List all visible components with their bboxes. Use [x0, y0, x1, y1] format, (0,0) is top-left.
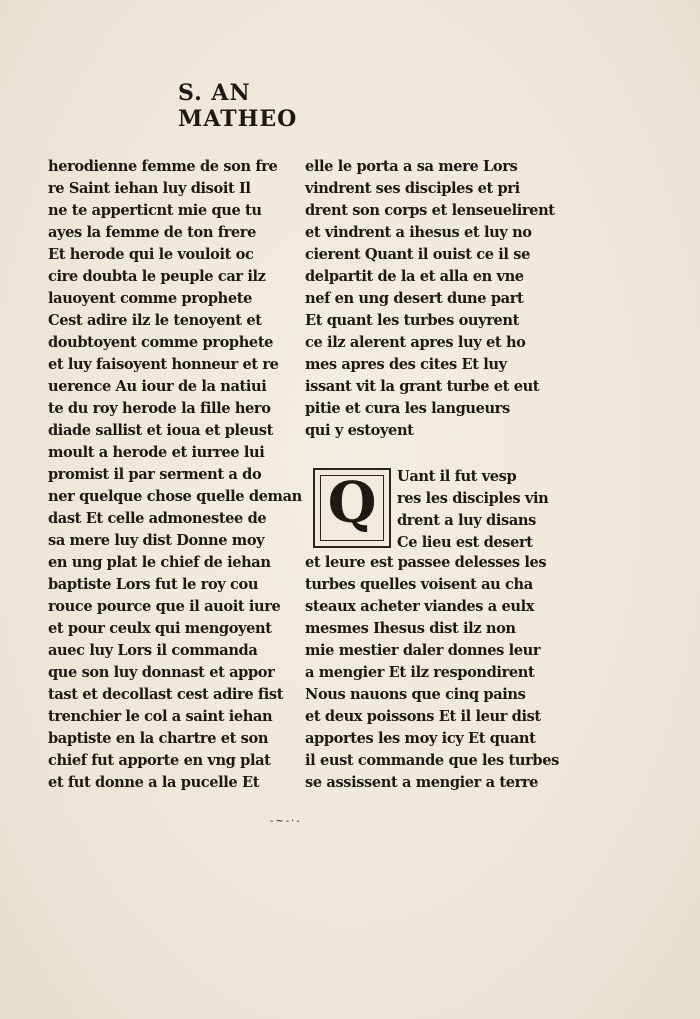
text-line: promist il par serment a do — [48, 466, 262, 483]
text-line: ne te apperticnt mie que tu — [48, 202, 262, 219]
text-line: moult a herode et iurree lui — [48, 444, 265, 461]
left-column — [48, 156, 302, 794]
text-line: et deux poissons Et il leur dist — [305, 708, 541, 725]
text-line: lauoyent comme prophete — [48, 290, 252, 307]
text-line: baptiste Lors fut le roy cou — [48, 576, 259, 593]
text-line: drent a luy disans — [397, 512, 536, 529]
text-line: Et herode qui le vouloit oc — [48, 246, 254, 263]
text-line: turbes quelles voisent au cha — [305, 576, 533, 593]
right-column — [305, 156, 559, 794]
text-line: res les disciples vin — [397, 490, 549, 507]
text-line: Ce lieu est desert — [397, 534, 533, 551]
text-line: baptiste en la chartre et son — [48, 730, 269, 747]
text-line: diade sallist et ioua et pleust — [48, 422, 273, 439]
text-line: re Saint iehan luy disoit Il — [48, 180, 251, 197]
text-line: ayes la femme de ton frere — [48, 224, 256, 241]
text-line: Cest adire ilz le tenoyent et — [48, 312, 262, 329]
text-line: trenchier le col a saint iehan — [48, 708, 273, 725]
text-line: Nous nauons que cinq pains — [305, 686, 526, 703]
text-line: elle le porta a sa mere Lors — [305, 158, 518, 175]
text-line: qui y estoyent — [305, 422, 414, 439]
text-line: chief fut apporte en vng plat — [48, 752, 271, 769]
text-line: issant vit la grant turbe et eut — [305, 378, 540, 395]
right-column-top — [305, 156, 555, 442]
text-line: que son luy donnast et appor — [48, 664, 275, 681]
text-line: herodienne femme de son fre — [48, 158, 278, 175]
text-line: a mengier Et ilz respondirent — [305, 664, 535, 681]
initial-block — [305, 464, 549, 552]
text-line: et pour ceulx qui mengoyent — [48, 620, 272, 637]
text-line: se assissent a mengier a terre — [305, 774, 539, 791]
footer-mark: -~-·- — [270, 816, 302, 827]
text-line: doubtoyent comme prophete — [48, 334, 274, 351]
text-line: vindrent ses disciples et pri — [305, 180, 520, 197]
right-column-bottom — [305, 552, 559, 794]
text-line: mesmes Ihesus dist ilz non — [305, 620, 516, 637]
text-line: pitie et cura les langueurs — [305, 400, 510, 417]
text-line: et luy faisoyent honneur et re — [48, 356, 279, 373]
text-line: il eust commande que les turbes — [305, 752, 559, 769]
text-line: et fut donne a la pucelle Et — [48, 774, 260, 791]
text-line: drent son corps et lenseuelirent — [305, 202, 555, 219]
text-line: cire doubta le peuple car ilz — [48, 268, 266, 285]
text-line: ner quelque chose quelle deman — [48, 488, 302, 505]
decorated-initial — [313, 468, 391, 548]
text-line: delpartit de la et alla en vne — [305, 268, 524, 285]
text-line: en ung plat le chief de iehan — [48, 554, 271, 571]
text-line: apportes les moy icy Et quant — [305, 730, 536, 747]
initial-letter: Q — [327, 470, 377, 536]
text-line: Uant il fut vesp — [397, 468, 517, 485]
text-line: sa mere luy dist Donne moy — [48, 532, 265, 549]
text-line: te du roy herode la fille hero — [48, 400, 271, 417]
text-line: mes apres des cites Et luy — [305, 356, 507, 373]
text-line: mie mestier daler donnes leur — [305, 642, 541, 659]
text-line: dast Et celle admonestee de — [48, 510, 267, 527]
text-line: auec luy Lors il commanda — [48, 642, 258, 659]
text-line: tast et decollast cest adire fist — [48, 686, 284, 703]
text-line: cierent Quant il ouist ce il se — [305, 246, 530, 263]
paragraph-gap — [305, 442, 535, 464]
text-line: et vindrent a ihesus et luy no — [305, 224, 532, 241]
text-line: rouce pource que il auoit iure — [48, 598, 281, 615]
text-line: uerence Au iour de la natiui — [48, 378, 267, 395]
text-line: ce ilz alerent apres luy et ho — [305, 334, 526, 351]
text-line: et leure est passee delesses les — [305, 554, 547, 571]
initial-lines — [397, 466, 548, 554]
text-line: steaux acheter viandes a eulx — [305, 598, 535, 615]
running-head: S. AN MATHEO — [178, 80, 298, 132]
text-line: nef en ung desert dune part — [305, 290, 524, 307]
text-line: Et quant les turbes ouyrent — [305, 312, 519, 329]
